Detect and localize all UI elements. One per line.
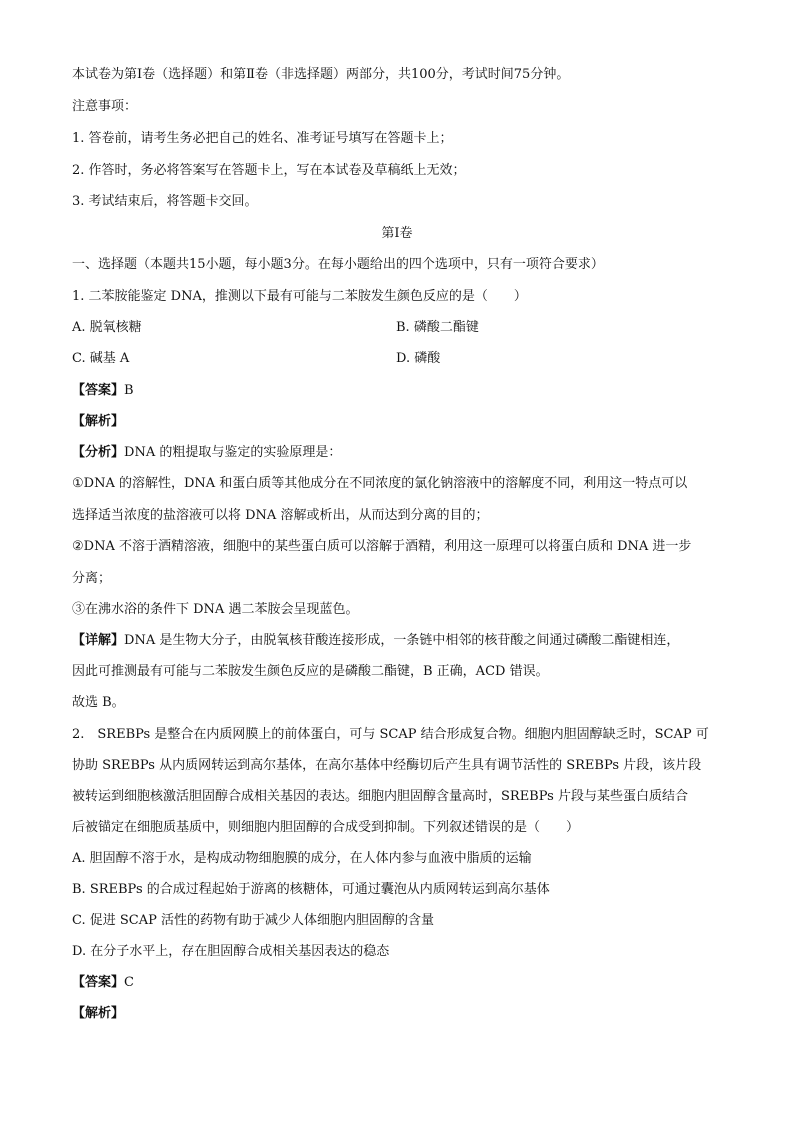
q2-stem-line: 2. SREBPs 是整合在内质网膜上的前体蛋白，可与 SCAP 结合形成复合物。细胞内胆固醇缺乏时，SCAP 可 [72,727,709,742]
q1-point: ③在沸水浴的条件下 DNA 遇二苯胺会呈现蓝色。 [72,602,359,617]
q1-option-d: D. 磷酸 [396,351,441,366]
fenxi-text: DNA 的粗提取与鉴定的实验原理是： [124,445,342,460]
detail-text: DNA 是生物大分子，由脱氧核苷酸连接形成，一条链中相邻的核苷酸之间通过磷酸二酯键相连， [124,633,680,648]
q1-option-c: C. 碱基 A [72,351,130,366]
q1-detail-cont: 因此可推测最有可能与二苯胺发生颜色反应的是磷酸二酯键，B 正确，ACD 错误。 [72,664,549,679]
notice-item: 3. 考试结束后，将答题卡交回。 [72,194,258,209]
section-title: 第Ⅰ卷 [381,226,413,241]
q2-stem-line: 被转运到细胞核激活胆固醇合成相关基因的表达。细胞内胆固醇含量高时，SREBPs 片段与某些蛋白质结合 [72,789,688,804]
q1-point: ②DNA 不溶于酒精溶液，细胞中的某些蛋白质可以溶解于酒精，利用这一原理可以将蛋白质和 DNA 进一步 [72,539,692,554]
q1-fenxi [72,444,341,462]
q1-stem: 1. 二苯胺能鉴定 DNA，推测以下最有可能与二苯胺发生颜色反应的是（ ） [72,289,527,304]
q1-detail [72,632,679,650]
q1-point: 分离； [72,571,112,586]
q1-answer [72,382,134,400]
notice-item: 1. 答卷前，请考生务必把自己的姓名、准考证号填写在答题卡上； [72,131,453,146]
q1-conclusion: 故选 B。 [72,695,125,710]
answer-tag: 【答案】 [72,383,125,398]
q1-point: ①DNA 的溶解性，DNA 和蛋白质等其他成分在不同浓度的氯化钠溶液中的溶解度不同，利用这一特点可以 [72,476,688,491]
q2-option-a: A. 胆固醇不溶于水，是构成动物细胞膜的成分，在人体内参与血液中脂质的运输 [72,851,532,866]
q2-option-b: B. SREBPs 的合成过程起始于游离的核糖体，可通过囊泡从内质网转运到高尔基体 [72,882,550,897]
q1-option-a: A. 脱氧核糖 [72,320,142,335]
q2-answer [72,974,134,992]
fenxi-tag: 【分析】 [72,445,125,460]
q2-stem-line: 协助 SREBPs 从内质网转运到高尔基体，在高尔基体中经酶切后产生具有调节活性的 SREBPs 片段，该片段 [72,758,702,773]
exam-description: 本试卷为第Ⅰ卷（选择题）和第Ⅱ卷（非选择题）两部分，共100分，考试时间75分钟。 [72,67,570,82]
q1-analysis-tag: 【解析】 [72,414,125,429]
answer-value: B [124,383,134,398]
q2-analysis-tag: 【解析】 [72,1006,125,1021]
detail-tag: 【详解】 [72,633,125,648]
q1-option-b: B. 磷酸二酯键 [396,320,479,335]
q2-option-d: D. 在分子水平上，存在胆固醇合成相关基因表达的稳态 [72,944,390,959]
q2-stem-line: 后被锚定在细胞质基质中，则细胞内胆固醇的合成受到抑制。下列叙述错误的是（ ） [72,820,580,835]
q1-point: 选择适当浓度的盐溶液可以将 DNA 溶解或析出，从而达到分离的目的； [72,508,489,523]
notice-item: 2. 作答时，务必将答案写在答题卡上，写在本试卷及草稿纸上无效； [72,163,466,178]
q2-option-c: C. 促进 SCAP 活性的药物有助于减少人体细胞内胆固醇的含量 [72,913,435,928]
answer-tag: 【答案】 [72,975,125,990]
answer-value: C [124,975,134,990]
notice-title: 注意事项： [72,99,138,114]
part-heading: 一、选择题（本题共15小题，每小题3分。在每小题给出的四个选项中，只有一项符合要求） [72,257,604,272]
